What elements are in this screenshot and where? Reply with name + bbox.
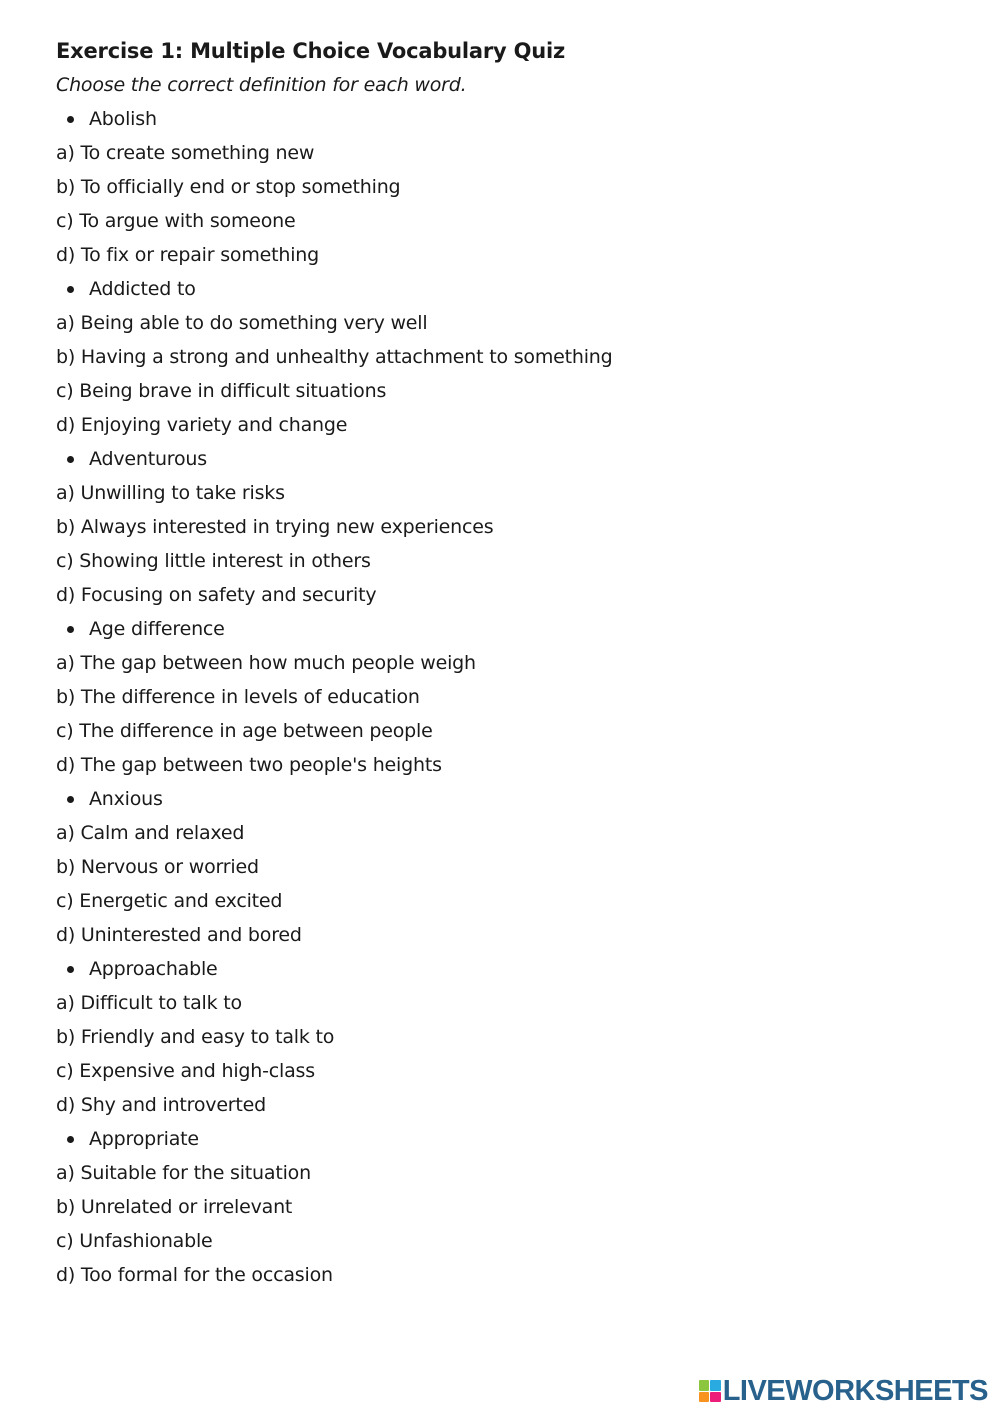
logo-mark-cell bbox=[699, 1392, 710, 1403]
question-word bbox=[56, 1122, 956, 1156]
logo-mark-icon bbox=[699, 1380, 721, 1402]
bullet-icon bbox=[67, 116, 74, 123]
answer-option: b) Having a strong and unhealthy attachment to something bbox=[56, 346, 613, 368]
answer-option: a) Being able to do something very well bbox=[56, 312, 428, 334]
bullet-icon bbox=[67, 626, 74, 633]
answer-option: b) The difference in levels of education bbox=[56, 686, 420, 708]
question-word-label: Adventurous bbox=[89, 448, 207, 470]
liveworksheets-logo bbox=[699, 1376, 988, 1406]
answer-option: c) The difference in age between people bbox=[56, 720, 433, 742]
answer-option: c) Showing little interest in others bbox=[56, 550, 371, 572]
answer-option: b) To officially end or stop something bbox=[56, 176, 401, 198]
answer-option: c) Energetic and excited bbox=[56, 890, 283, 912]
question-word bbox=[56, 612, 956, 646]
bullet-icon bbox=[67, 796, 74, 803]
answer-option: c) Expensive and high-class bbox=[56, 1060, 315, 1082]
answer-option: a) The gap between how much people weigh bbox=[56, 652, 476, 674]
answer-option: a) Suitable for the situation bbox=[56, 1162, 311, 1184]
question-word-label: Abolish bbox=[89, 108, 157, 130]
answer-option: c) Being brave in difficult situations bbox=[56, 380, 387, 402]
question-word bbox=[56, 272, 956, 306]
worksheet-page bbox=[56, 34, 956, 1292]
answer-option: b) Friendly and easy to talk to bbox=[56, 1026, 335, 1048]
answer-option: a) Difficult to talk to bbox=[56, 992, 242, 1014]
question-word-label: Anxious bbox=[89, 788, 163, 810]
answer-option: b) Nervous or worried bbox=[56, 856, 259, 878]
question-word-label: Approachable bbox=[89, 958, 218, 980]
answer-option: a) To create something new bbox=[56, 142, 315, 164]
question-word bbox=[56, 102, 956, 136]
logo-text: LIVEWORKSHEETS bbox=[722, 1374, 988, 1407]
logo-mark-cell bbox=[699, 1380, 710, 1391]
question-word bbox=[56, 952, 956, 986]
answer-option: d) Uninterested and bored bbox=[56, 924, 302, 946]
answer-option: d) To fix or repair something bbox=[56, 244, 319, 266]
answer-option: d) Too formal for the occasion bbox=[56, 1264, 333, 1286]
answer-option: d) Focusing on safety and security bbox=[56, 584, 377, 606]
answer-option: a) Unwilling to take risks bbox=[56, 482, 285, 504]
logo-mark-cell bbox=[710, 1380, 721, 1391]
logo-mark-cell bbox=[710, 1392, 721, 1403]
question-word bbox=[56, 442, 956, 476]
answer-option: c) To argue with someone bbox=[56, 210, 296, 232]
question-word-label: Appropriate bbox=[89, 1128, 199, 1150]
answer-option: a) Calm and relaxed bbox=[56, 822, 245, 844]
answer-option: b) Always interested in trying new experiences bbox=[56, 516, 494, 538]
bullet-icon bbox=[67, 286, 74, 293]
answer-option: d) Shy and introverted bbox=[56, 1094, 267, 1116]
question-word bbox=[56, 782, 956, 816]
answer-option: d) The gap between two people's heights bbox=[56, 754, 442, 776]
answer-option: c) Unfashionable bbox=[56, 1230, 213, 1252]
answer-option: d) Enjoying variety and change bbox=[56, 414, 348, 436]
question-word-label: Age difference bbox=[89, 618, 225, 640]
bullet-icon bbox=[67, 966, 74, 973]
bullet-icon bbox=[67, 456, 74, 463]
quiz-list bbox=[56, 102, 956, 1292]
answer-option: b) Unrelated or irrelevant bbox=[56, 1196, 293, 1218]
page-title: Exercise 1: Multiple Choice Vocabulary Quiz bbox=[56, 39, 566, 63]
question-word-label: Addicted to bbox=[89, 278, 196, 300]
instruction-text: Choose the correct definition for each word. bbox=[56, 74, 467, 96]
bullet-icon bbox=[67, 1136, 74, 1143]
